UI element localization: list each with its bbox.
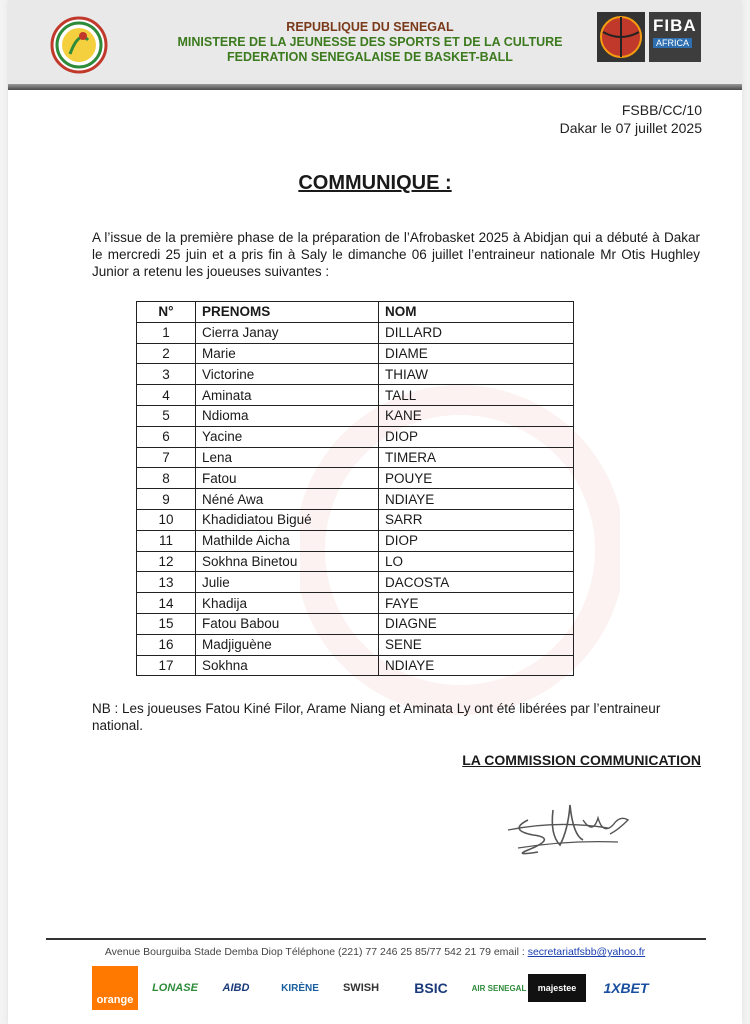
- player-last-name: FAYE: [379, 593, 574, 614]
- header-country: REPUBLIQUE DU SENEGAL: [286, 20, 454, 34]
- player-last-name: SENE: [379, 634, 574, 655]
- player-number: 11: [137, 530, 196, 551]
- table-row: [137, 655, 574, 676]
- player-last-name: POUYE: [379, 468, 574, 489]
- sponsor-bsic: BSIC: [414, 980, 448, 996]
- player-number: 10: [137, 509, 196, 530]
- footer-address: Avenue Bourguiba Stade Demba Diop Téléphone (221) 77 246 25 85/77 542 21 79 email :: [104, 946, 528, 958]
- fiba-wordmark: FIBA: [653, 16, 697, 35]
- document-reference: [560, 101, 702, 137]
- player-last-name: DACOSTA: [379, 572, 574, 593]
- player-first-name: Néné Awa: [196, 489, 379, 510]
- player-first-name: Sokhna Binetou: [196, 551, 379, 572]
- player-number: 7: [137, 447, 196, 468]
- table-row: [137, 468, 574, 489]
- player-last-name: DIOP: [379, 530, 574, 551]
- title-text: COMMUNIQUE :: [298, 172, 452, 194]
- note-paragraph: NB : Les joueuses Fatou Kiné Filor, Arame Niang et Aminata Ly ont été libérées par l’entraineur national.: [92, 701, 661, 733]
- sponsor-air-senegal: AIR SENEGAL: [471, 983, 527, 993]
- footer-email-link[interactable]: secretariatfsbb@yahoo.fr: [527, 946, 646, 958]
- player-first-name: Fatou: [196, 468, 379, 489]
- signatory-title: LA COMMISSION COMMUNICATION: [462, 752, 701, 768]
- player-first-name: Madjiguène: [196, 634, 379, 655]
- sponsor-lonase: LONASE: [152, 982, 198, 994]
- sponsor-kirene: KIRÈNE: [281, 982, 319, 994]
- header-ministry: MINISTERE DE LA JEUNESSE DES SPORTS ET DE LA CULTURE: [177, 35, 563, 49]
- sponsor-orange: orange: [92, 966, 138, 1010]
- letterhead-title: [150, 20, 590, 65]
- player-number: 5: [137, 405, 196, 426]
- table-row: [137, 593, 574, 614]
- reference-number: FSBB/CC/10: [621, 102, 702, 118]
- sponsor-majestee: majestee: [528, 974, 586, 1002]
- player-last-name: TALL: [379, 385, 574, 406]
- players-table-body: [137, 322, 574, 676]
- player-number: 9: [137, 489, 196, 510]
- handwritten-signature: [498, 790, 648, 870]
- table-row: [137, 489, 574, 510]
- player-number: 4: [137, 385, 196, 406]
- player-number: 13: [137, 572, 196, 593]
- player-number: 17: [137, 655, 196, 676]
- header-number: N°: [137, 302, 196, 323]
- footer-contact: [0, 946, 750, 958]
- player-last-name: KANE: [379, 405, 574, 426]
- player-number: 3: [137, 364, 196, 385]
- table-header-row: [137, 302, 574, 323]
- sponsor-swish: SWISH: [342, 982, 380, 994]
- fiba-africa-logo: [597, 12, 701, 64]
- player-number: 14: [137, 593, 196, 614]
- table-row: [137, 343, 574, 364]
- player-last-name: SARR: [379, 509, 574, 530]
- player-number: 12: [137, 551, 196, 572]
- player-first-name: Sokhna: [196, 655, 379, 676]
- player-first-name: Marie: [196, 343, 379, 364]
- sponsor-1xbet: 1XBET: [603, 980, 649, 996]
- table-row: [137, 385, 574, 406]
- player-first-name: Yacine: [196, 426, 379, 447]
- player-first-name: Cierra Janay: [196, 322, 379, 343]
- sponsor-strip: [92, 966, 692, 1010]
- letterhead-divider: [8, 84, 742, 90]
- player-first-name: Khadidiatou Bigué: [196, 509, 379, 530]
- player-first-name: Mathilde Aicha: [196, 530, 379, 551]
- player-last-name: NDIAYE: [379, 489, 574, 510]
- player-last-name: DIOP: [379, 426, 574, 447]
- document-title: [0, 172, 750, 195]
- header-last-name: NOM: [379, 302, 574, 323]
- player-number: 2: [137, 343, 196, 364]
- player-last-name: THIAW: [379, 364, 574, 385]
- header-first-name: PRENOMS: [196, 302, 379, 323]
- player-number: 15: [137, 613, 196, 634]
- fiba-region: AFRICA: [653, 38, 692, 48]
- player-last-name: DILLARD: [379, 322, 574, 343]
- sponsor-aibd: AIBD: [222, 982, 250, 994]
- table-row: [137, 530, 574, 551]
- player-first-name: Fatou Babou: [196, 613, 379, 634]
- player-last-name: DIAGNE: [379, 613, 574, 634]
- player-last-name: TIMERA: [379, 447, 574, 468]
- player-first-name: Ndioma: [196, 405, 379, 426]
- player-first-name: Aminata: [196, 385, 379, 406]
- player-number: 1: [137, 322, 196, 343]
- player-last-name: NDIAYE: [379, 655, 574, 676]
- player-first-name: Lena: [196, 447, 379, 468]
- table-row: [137, 634, 574, 655]
- fsbb-logo: [50, 16, 108, 74]
- player-number: 6: [137, 426, 196, 447]
- table-row: [137, 551, 574, 572]
- player-last-name: LO: [379, 551, 574, 572]
- player-first-name: Julie: [196, 572, 379, 593]
- intro-paragraph: A l’issue de la première phase de la préparation de l’Afrobasket 2025 à Abidjan qui a débuté à Dakar le mercredi 25 juin et a pris fin à Saly le dimanche 06 juillet l’entraineur nationale Mr Otis Hughley Junior a retenu les joueuses suivantes :: [92, 230, 700, 279]
- table-row: [137, 509, 574, 530]
- table-row: [137, 364, 574, 385]
- player-first-name: Khadija: [196, 593, 379, 614]
- table-row: [137, 572, 574, 593]
- footer-divider: [46, 938, 706, 940]
- header-federation: FEDERATION SENEGALAISE DE BASKET-BALL: [227, 50, 513, 64]
- player-first-name: Victorine: [196, 364, 379, 385]
- table-row: [137, 426, 574, 447]
- players-table: [136, 301, 574, 676]
- player-number: 8: [137, 468, 196, 489]
- player-number: 16: [137, 634, 196, 655]
- table-row: [137, 405, 574, 426]
- document-date: Dakar le 07 juillet 2025: [559, 120, 702, 136]
- table-row: [137, 447, 574, 468]
- table-row: [137, 322, 574, 343]
- player-last-name: DIAME: [379, 343, 574, 364]
- table-row: [137, 613, 574, 634]
